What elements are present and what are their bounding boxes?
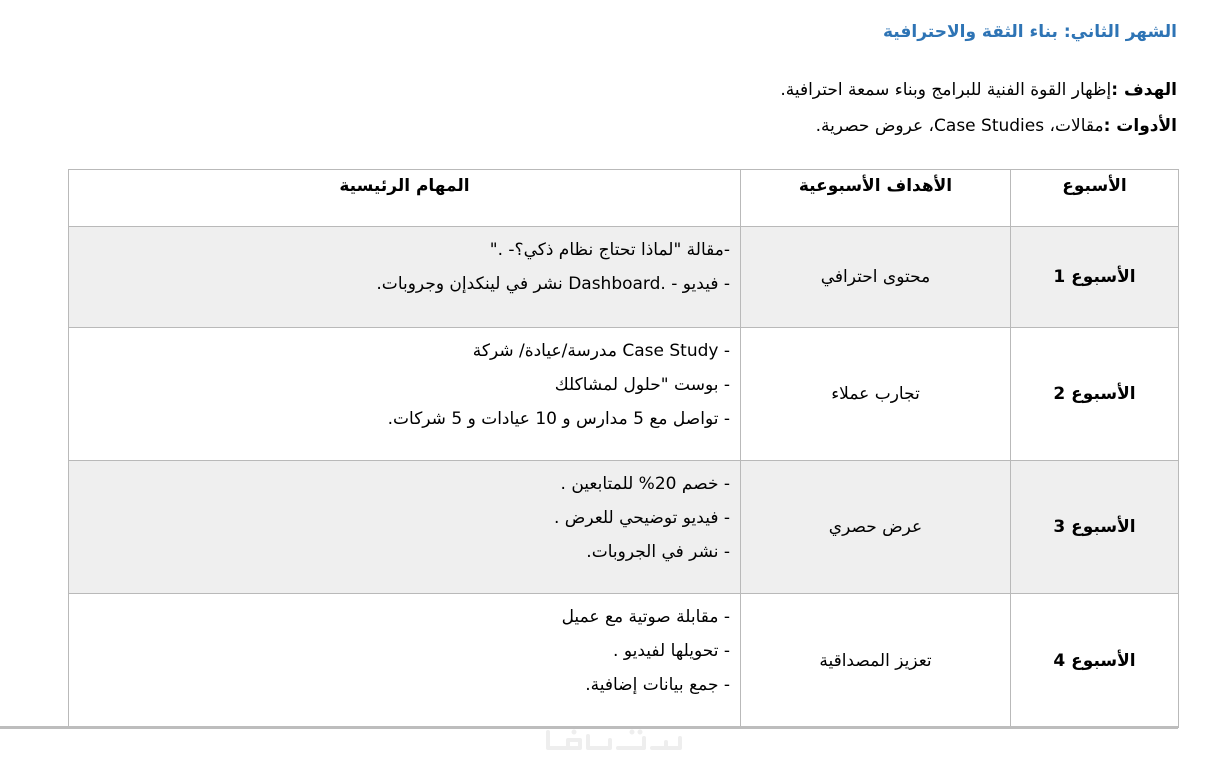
task-item: - مقابلة صوتية مع عميل [561,607,730,627]
goal-text: إظهار القوة الفنية للبرامج وبناء سمعة احترافية. [780,80,1112,100]
table-row [69,227,1179,328]
month-title: الشهر الثاني: بناء الثقة والاحترافية [882,22,1177,42]
header-main-tasks: المهام الرئيسية [69,170,741,227]
khamsat-watermark-logo [540,726,690,756]
task-item: - تواصل مع 5 مدارس و 10 عيادات و 5 شركات. [387,409,730,429]
table-row [69,328,1179,461]
week-cell: الأسبوع 1 [1011,227,1179,328]
task-item: - نشر في الجروبات. [586,542,730,562]
goal-line [780,80,1177,100]
tasks-cell [69,594,741,728]
week-cell: الأسبوع 4 [1011,594,1179,728]
weekly-goal-cell: تجارب عملاء [741,328,1011,461]
weekly-plan-table [68,169,1179,728]
tasks-cell [69,227,741,328]
weekly-goal-cell: محتوى احترافي [741,227,1011,328]
table-row [69,594,1179,728]
weekly-goal-cell: تعزيز المصداقية [741,594,1011,728]
header-week: الأسبوع [1011,170,1179,227]
table-header-row [69,170,1179,227]
task-item: - فيديو - .Dashboard نشر في لينكدإن وجروبات. [376,274,730,294]
tasks-cell [69,461,741,594]
week-cell: الأسبوع 3 [1011,461,1179,594]
week-cell: الأسبوع 2 [1011,328,1179,461]
tools-label: الأدوات : [1103,116,1177,136]
table-row [69,461,1179,594]
tools-line [816,116,1177,136]
task-item: -مقالة "لماذا تحتاج نظام ذكي؟- ." [489,240,730,260]
task-item: - بوست "حلول لمشاكلك [554,375,730,395]
task-item: - فيديو توضيحي للعرض . [553,508,730,528]
tasks-cell [69,328,741,461]
task-item: - تحويلها لفيديو . [613,641,730,661]
task-item: - جمع بيانات إضافية. [585,675,730,695]
header-weekly-goals: الأهداف الأسبوعية [741,170,1011,227]
goal-label: الهدف : [1111,80,1177,100]
weekly-goal-cell: عرض حصري [741,461,1011,594]
task-item: - Case Study مدرسة/عيادة/ شركة [472,341,730,361]
tools-text: مقالات، Case Studies، عروض حصرية. [815,116,1104,136]
task-item: - خصم 20% للمتابعين . [560,474,730,494]
